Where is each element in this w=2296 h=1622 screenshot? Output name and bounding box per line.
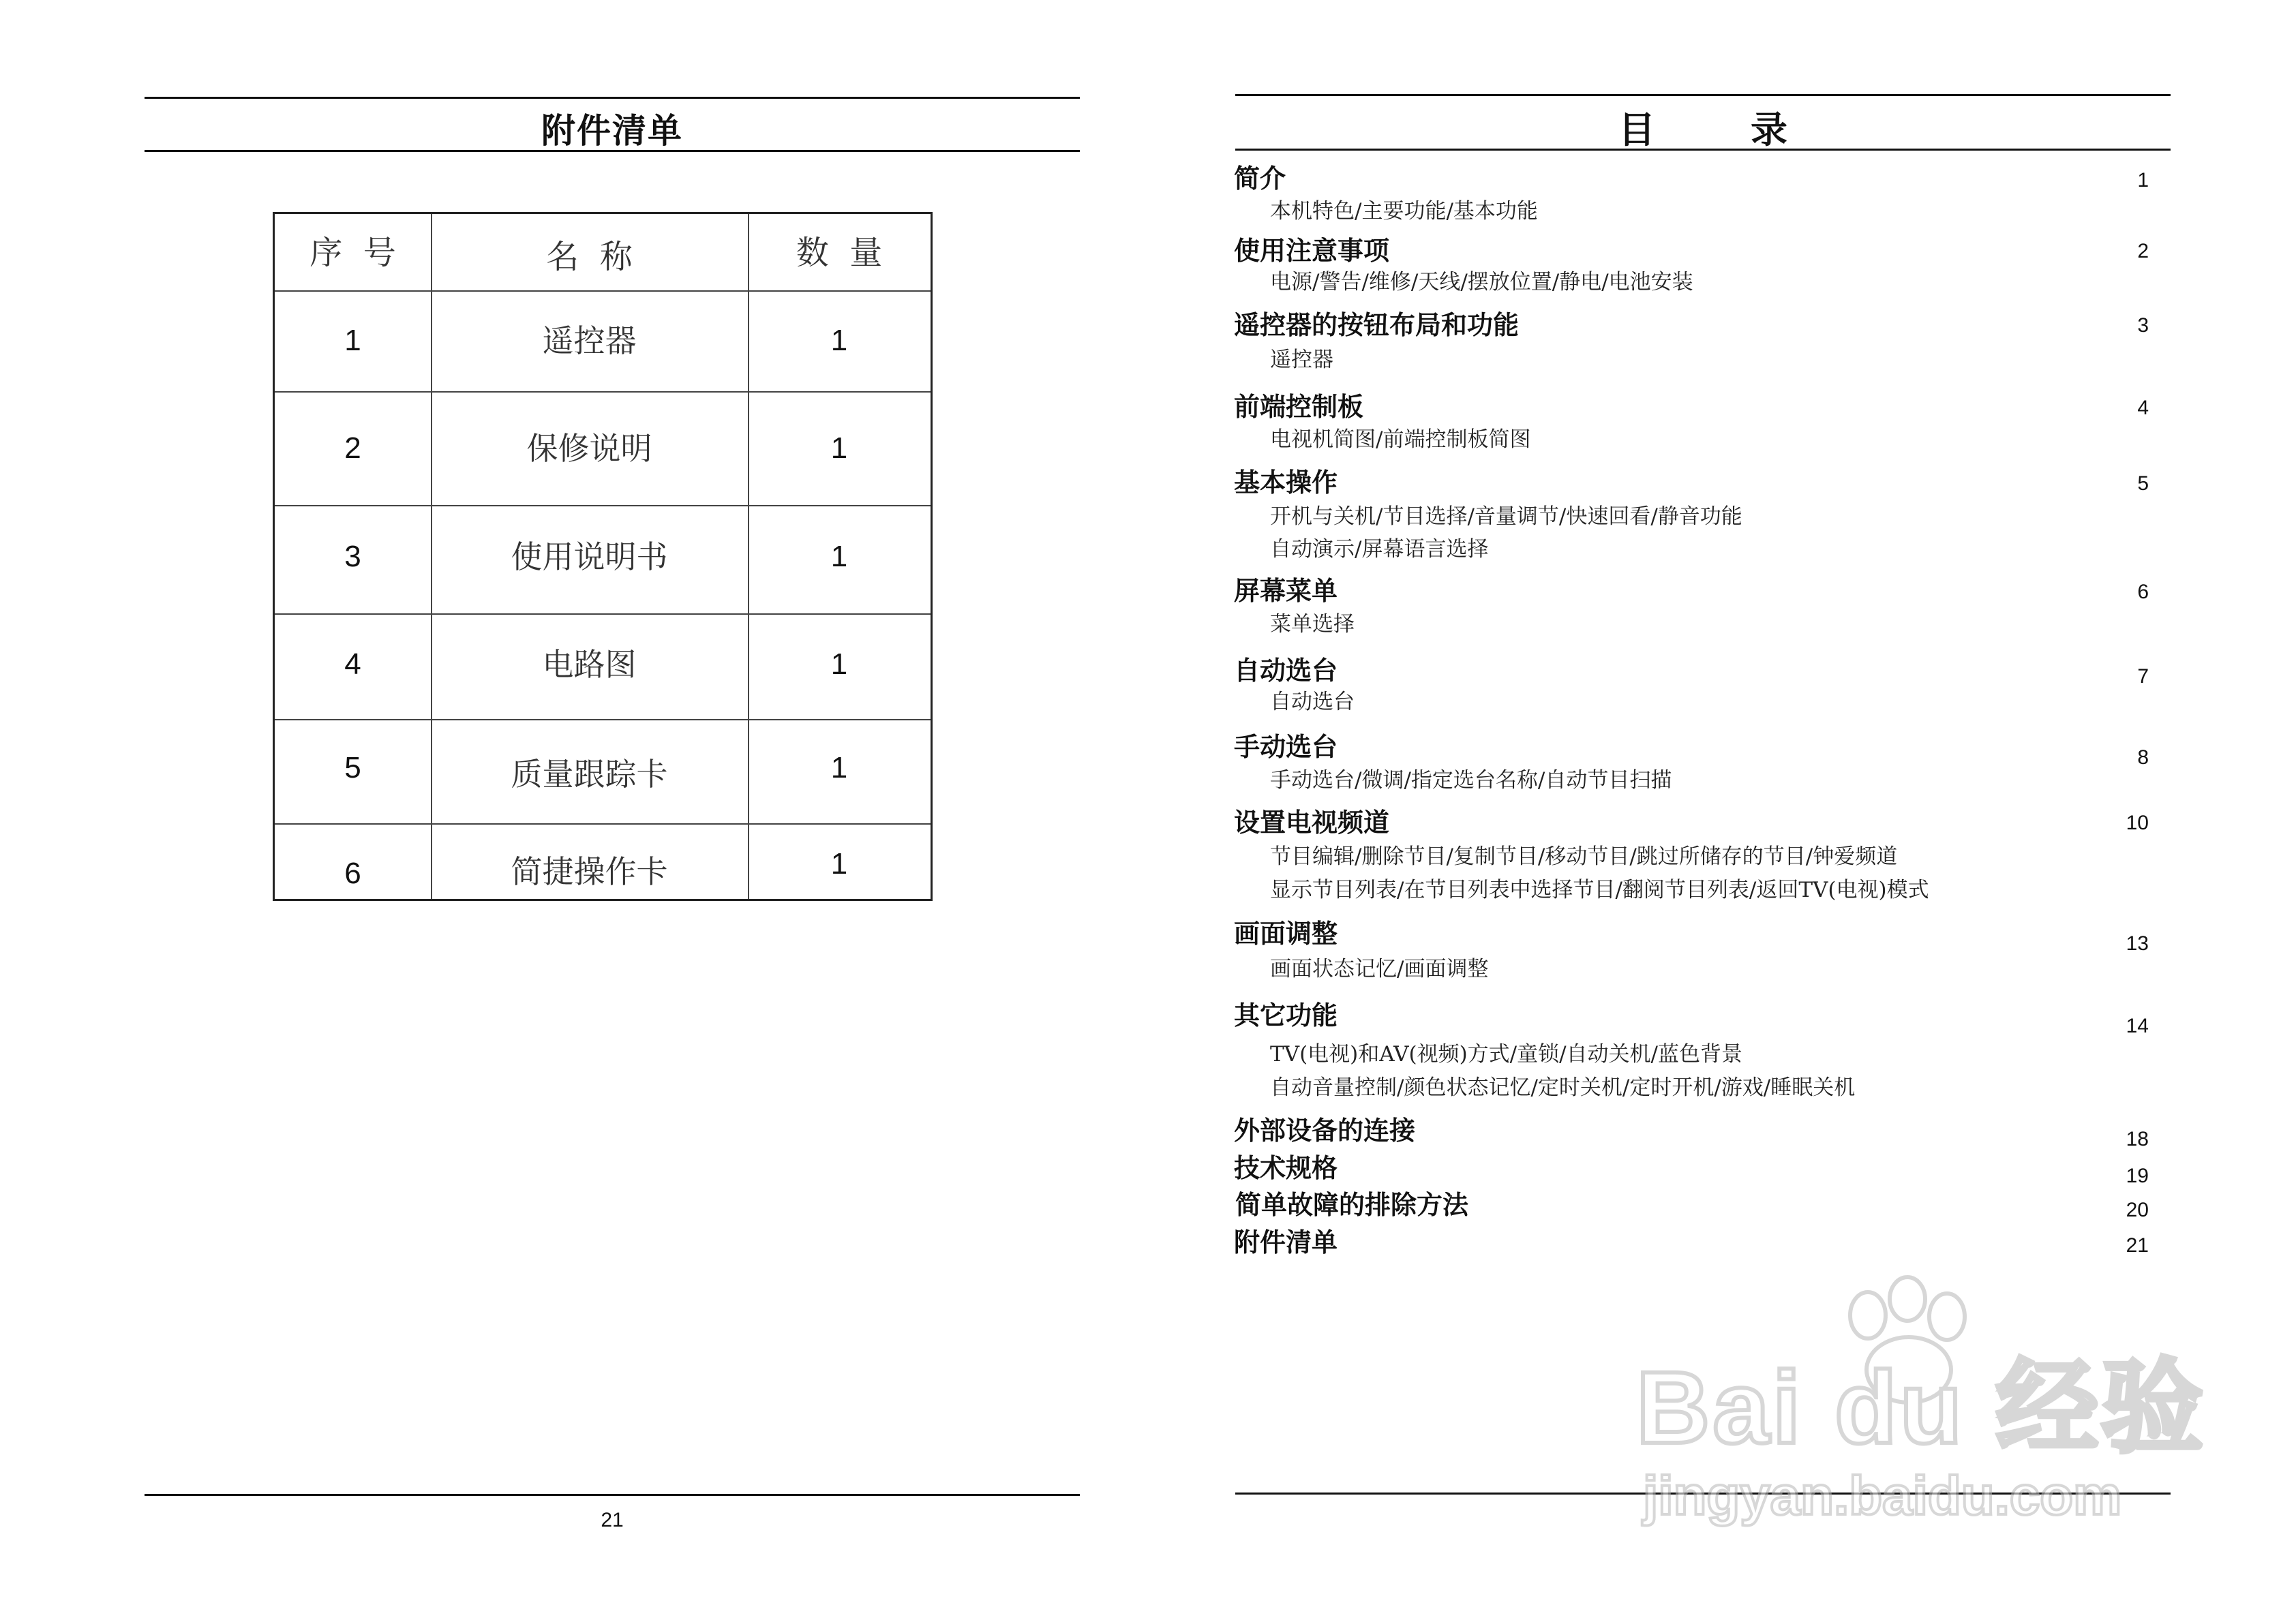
left-bottom-rule [145,1494,1080,1496]
baidu-jingyan-watermark [1622,1274,2207,1547]
row-number: 6 [344,857,361,890]
row-name: 使用说明书 [511,538,668,575]
row-quantity: 1 [830,847,848,881]
watermark-url: jingyan.baidu.com [1643,1465,2122,1526]
row-number: 2 [344,431,361,465]
toc-heading: 屏幕菜单 [1234,576,1338,606]
toc-heading: 附件清单 [1234,1227,1338,1257]
row-quantity: 1 [830,324,848,357]
header-number: 序 号 [309,234,396,272]
toc-heading: 外部设备的连接 [1234,1116,1416,1146]
toc-heading: 技术规格 [1234,1153,1338,1183]
toc-page: 13 [2126,932,2149,955]
toc-subitems: 画面状态记忆/画面调整 [1270,957,1489,981]
toc-page: 1 [2137,169,2149,192]
toc-page: 20 [2126,1199,2149,1221]
row-name: 质量跟踪卡 [511,756,668,793]
toc-heading: 简单故障的排除方法 [1235,1190,1469,1220]
table-row-divider [275,290,931,292]
toc-heading: 遥控器的按钮布局和功能 [1234,310,1520,340]
row-name: 简捷操作卡 [511,853,668,890]
toc-subitems: 开机与关机/节目选择/音量调节/快速回看/静音功能 [1270,504,1742,529]
toc-page: 7 [2137,665,2149,688]
toc-subitems: 自动音量控制/颜色状态记忆/定时关机/定时开机/游戏/睡眠关机 [1270,1075,1856,1100]
toc-subitems: 菜单选择 [1270,612,1355,637]
toc-heading: 使用注意事项 [1234,236,1390,266]
toc-subitems: 遥控器 [1270,348,1333,372]
left-title-underline [145,150,1080,152]
table-row-divider [275,823,931,825]
toc-heading: 设置电视频道 [1234,808,1390,838]
row-name: 电路图 [542,646,637,683]
row-name: 保修说明 [526,430,652,467]
toc-page: 18 [2126,1128,2149,1150]
toc-subitems: 显示节目列表/在节目列表中选择节目/翻阅节目列表/返回TV(电视)模式 [1270,878,1929,902]
right-title-underline [1235,149,2171,151]
toc-heading: 画面调整 [1234,919,1338,949]
toc-title-char: 录 [1751,108,1787,151]
toc-subitems: TV(电视)和AV(视频)方式/童锁/自动关机/蓝色背景 [1270,1042,1743,1067]
page-number: 21 [601,1509,624,1531]
toc-page: 21 [2126,1234,2149,1257]
toc-page: 19 [2126,1165,2149,1187]
toc-title-char: 目 [1618,108,1655,151]
toc-heading: 简介 [1234,164,1286,194]
toc-subitems: 电视机简图/前端控制板简图 [1270,427,1531,452]
toc-page: 8 [2137,746,2149,769]
watermark-logo-text: Bai du 经验 [1636,1350,2207,1465]
toc-subitems: 节目编辑/删除节目/复制节目/移动节目/跳过所储存的节目/钟爱频道 [1270,844,1898,869]
accessories-table [273,212,933,901]
row-number: 1 [344,324,361,357]
row-number: 4 [344,647,361,681]
toc-heading: 基本操作 [1234,468,1338,498]
table-row-divider [275,391,931,393]
toc-page: 14 [2126,1015,2149,1037]
row-name: 遥控器 [542,322,637,359]
toc-page: 2 [2137,240,2149,262]
header-quantity: 数 量 [796,234,883,272]
toc-heading: 自动选台 [1234,656,1338,686]
toc-heading: 手动选台 [1234,732,1338,762]
toc-title [1235,101,2171,153]
toc-heading: 其它功能 [1234,1000,1338,1030]
row-quantity: 1 [830,431,848,465]
right-top-rule [1235,94,2171,96]
row-number: 3 [344,540,361,573]
header-name: 名 称 [546,238,633,276]
row-number: 5 [344,751,361,784]
table-row-divider [275,505,931,506]
toc-subitems: 本机特色/主要功能/基本功能 [1270,199,1538,224]
table-row-divider [275,719,931,720]
toc-page: 5 [2137,472,2149,495]
toc-page: 3 [2137,314,2149,337]
toc-page: 10 [2126,812,2149,834]
table-row-divider [275,613,931,615]
toc-subitems: 手动选台/微调/指定选台名称/自动节目扫描 [1270,768,1672,793]
row-quantity: 1 [830,540,848,573]
left-top-rule [145,97,1080,99]
toc-page: 6 [2137,581,2149,603]
toc-subitems: 电源/警告/维修/天线/摆放位置/静电/电池安装 [1270,270,1693,294]
toc-page: 4 [2137,397,2149,419]
toc-heading: 前端控制板 [1234,392,1364,422]
toc-subitems: 自动选台 [1270,690,1355,714]
toc-subitems: 自动演示/屏幕语言选择 [1270,537,1489,562]
page-title: 附件清单 [541,111,683,151]
row-quantity: 1 [830,647,848,681]
row-quantity: 1 [830,751,848,784]
